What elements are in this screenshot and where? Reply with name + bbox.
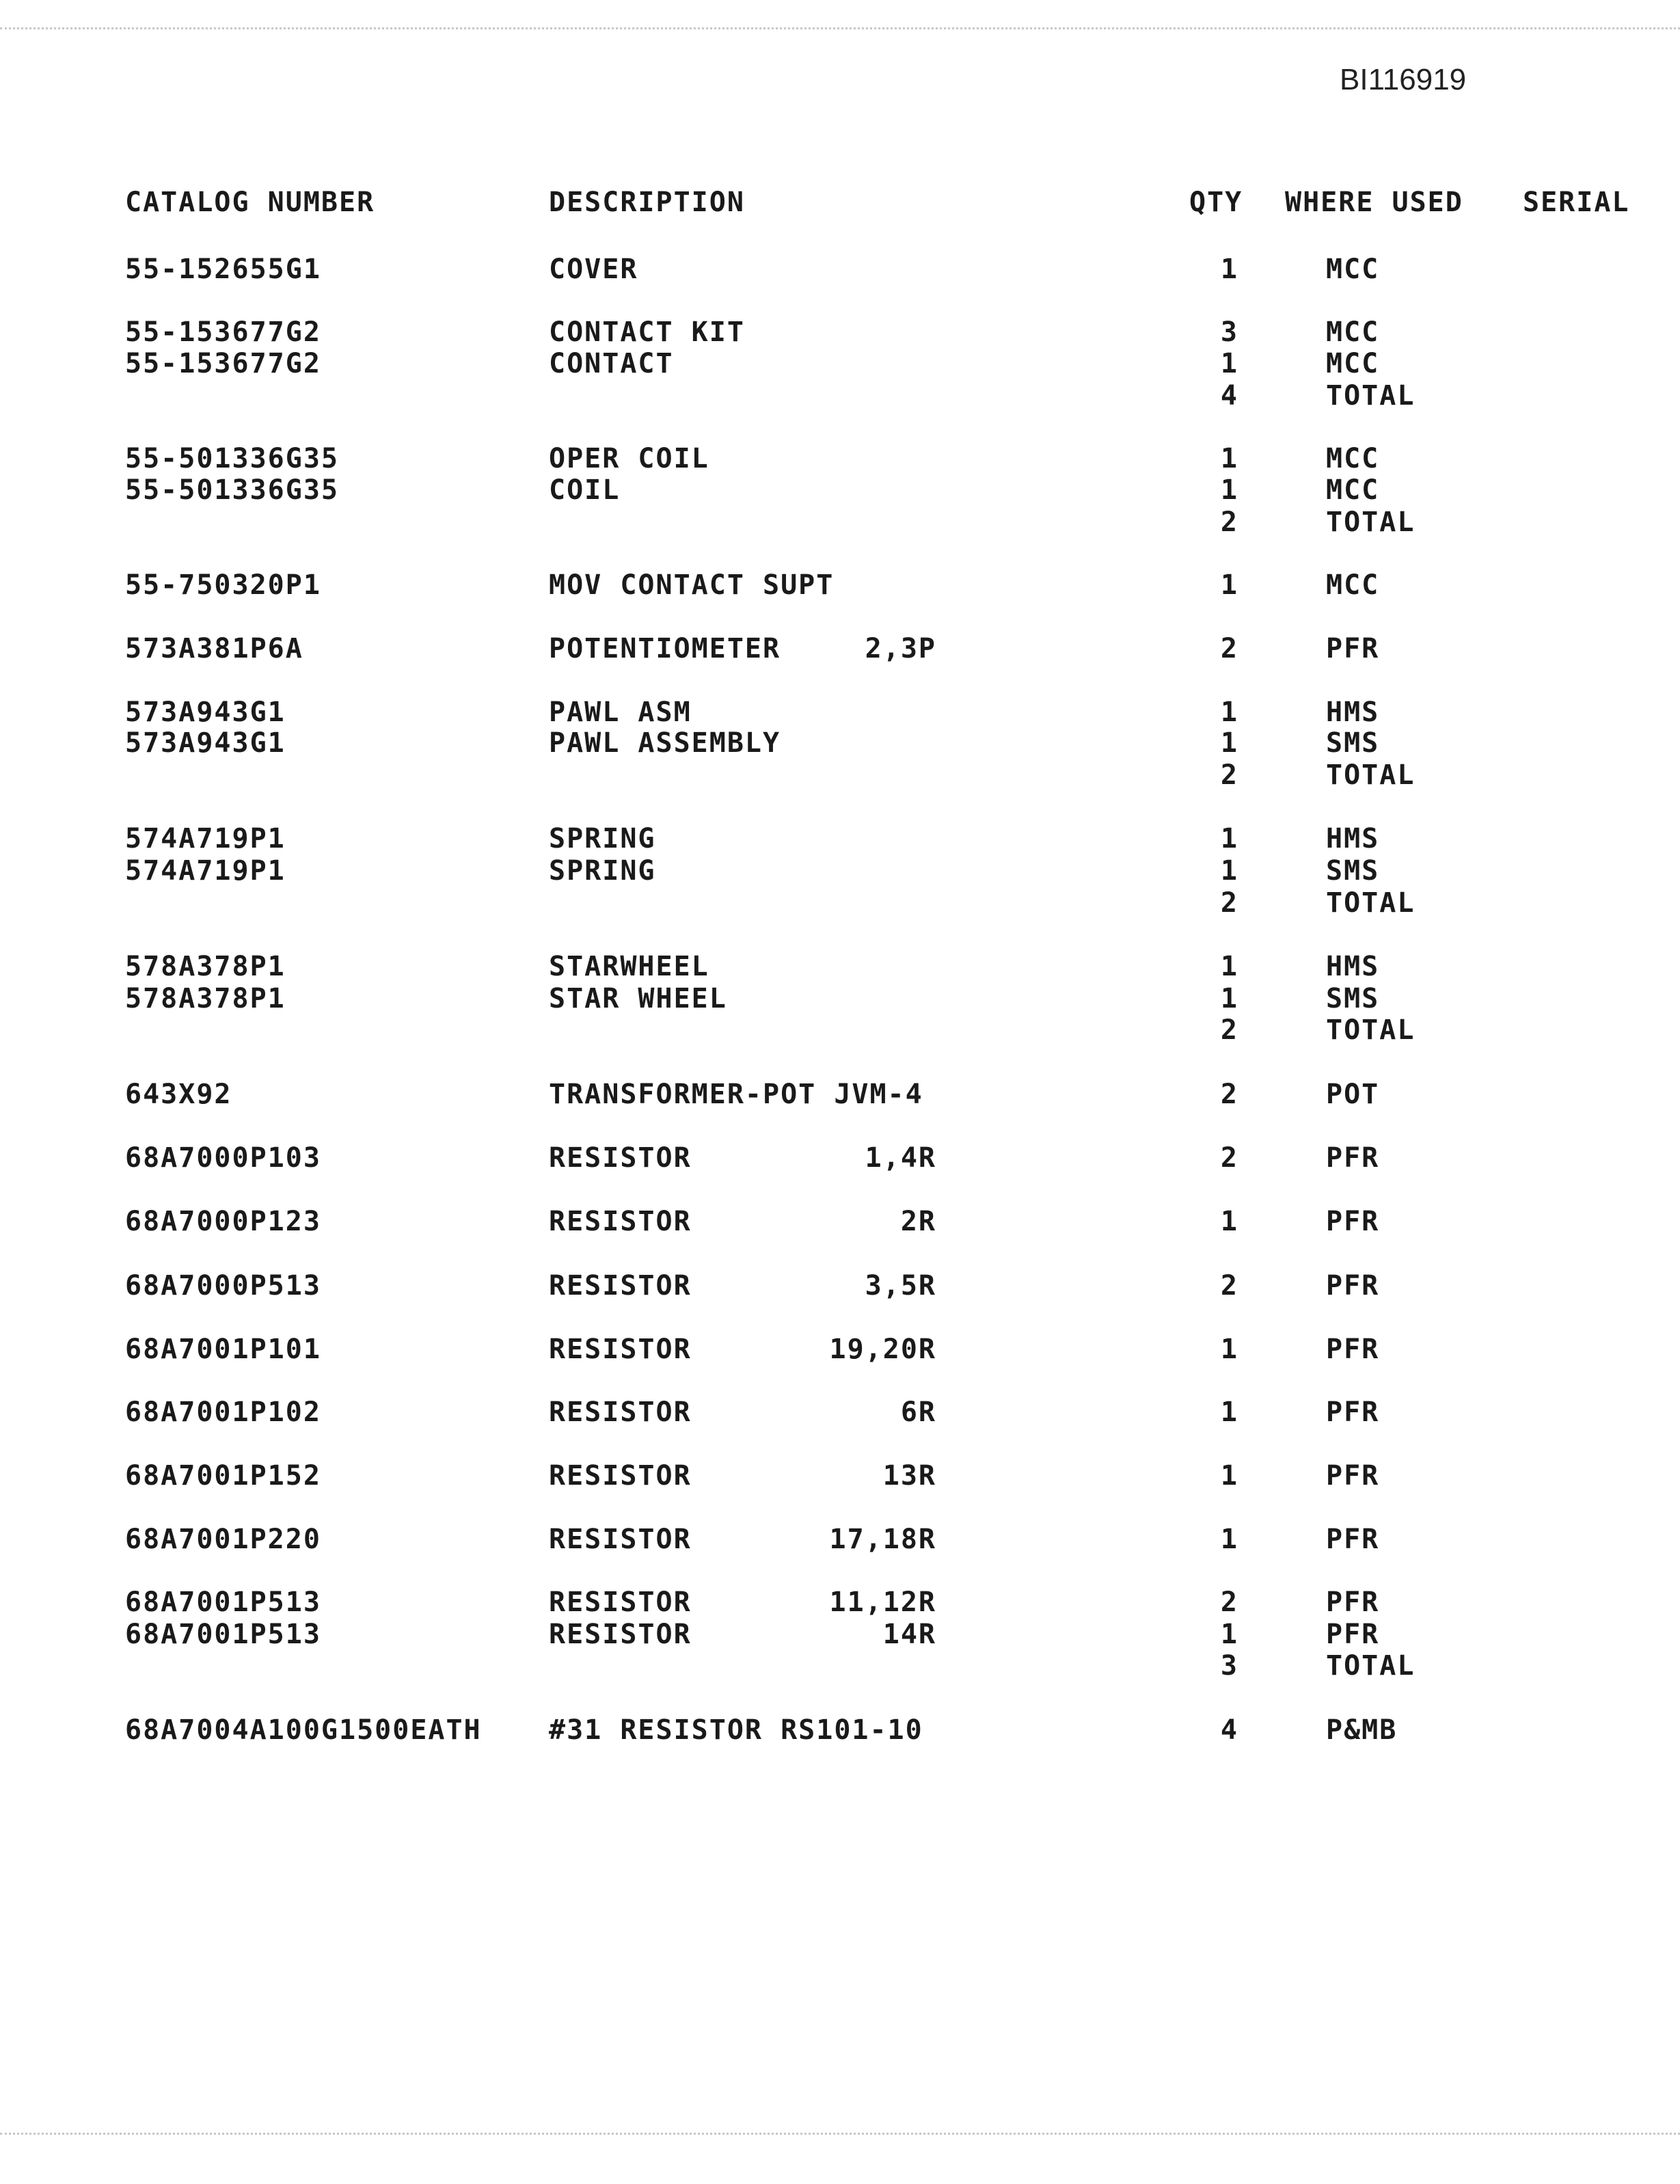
where-used: SMS	[1326, 727, 1380, 759]
rating-value: 3,5R	[865, 1270, 936, 1302]
quantity: 1	[1220, 727, 1238, 759]
catalog-number: 55-501336G35	[125, 443, 339, 474]
table-row	[0, 1269, 1680, 1302]
catalog-number: 55-152655G1	[125, 254, 321, 285]
catalog-number: 68A7000P123	[125, 1206, 321, 1237]
header-where-used: WHERE USED	[1285, 187, 1463, 218]
top-scan-noise	[0, 27, 1680, 33]
table-row	[0, 253, 1680, 286]
quantity: 1	[1220, 474, 1238, 506]
rating-value: 2R	[900, 1206, 936, 1237]
where-used: TOTAL	[1326, 507, 1415, 538]
quantity: 1	[1220, 855, 1238, 887]
table-row	[0, 759, 1680, 792]
table-row	[0, 822, 1680, 855]
quantity: 1	[1220, 1524, 1238, 1555]
catalog-number: 574A719P1	[125, 855, 286, 887]
quantity: 1	[1220, 1619, 1238, 1650]
table-row	[0, 1205, 1680, 1238]
catalog-number: 68A7001P513	[125, 1587, 321, 1618]
where-used: PFR	[1326, 1587, 1380, 1618]
where-used: MCC	[1326, 569, 1380, 601]
quantity: 2	[1220, 633, 1238, 664]
quantity: 1	[1220, 254, 1238, 285]
table-header	[0, 186, 1680, 219]
rating-value: 19,20R	[829, 1334, 936, 1365]
where-used: P&MB	[1326, 1714, 1398, 1746]
catalog-number: 55-750320P1	[125, 569, 321, 601]
table-row	[0, 1014, 1680, 1047]
table-row	[0, 506, 1680, 539]
table-row	[0, 569, 1680, 602]
table-row	[0, 442, 1680, 475]
rating-value: 11,12R	[829, 1587, 936, 1618]
description: CONTACT	[549, 348, 674, 379]
description: PAWL ASM	[549, 697, 692, 728]
table-row	[0, 1586, 1680, 1619]
header-qty: QTY	[1189, 187, 1243, 218]
catalog-number: 578A378P1	[125, 983, 286, 1014]
description: STAR WHEEL	[549, 983, 727, 1014]
quantity: 3	[1220, 316, 1238, 348]
where-used: TOTAL	[1326, 380, 1415, 412]
where-used: PFR	[1326, 1460, 1380, 1492]
catalog-number: 68A7001P220	[125, 1524, 321, 1555]
catalog-number: 68A7001P152	[125, 1460, 321, 1492]
description: COVER	[549, 254, 638, 285]
table-row	[0, 1714, 1680, 1747]
rating-value: 6R	[900, 1397, 936, 1428]
quantity: 1	[1220, 348, 1238, 379]
where-used: PFR	[1326, 1334, 1380, 1365]
table-row	[0, 696, 1680, 729]
quantity: 4	[1220, 1714, 1238, 1746]
description: RESISTOR	[549, 1619, 692, 1650]
catalog-number: 68A7001P102	[125, 1397, 321, 1428]
bottom-scan-noise	[0, 2133, 1680, 2139]
table-row	[0, 632, 1680, 665]
description: RESISTOR	[549, 1334, 692, 1365]
header-description: DESCRIPTION	[549, 187, 745, 218]
where-used: TOTAL	[1326, 759, 1415, 791]
where-used: PFR	[1326, 1206, 1380, 1237]
catalog-number: 643X92	[125, 1079, 232, 1110]
quantity: 1	[1220, 697, 1238, 728]
catalog-number: 578A378P1	[125, 951, 286, 982]
catalog-number: 574A719P1	[125, 823, 286, 854]
table-row	[0, 1459, 1680, 1492]
table-row	[0, 1142, 1680, 1174]
description: PAWL ASSEMBLY	[549, 727, 781, 759]
catalog-number: 55-153677G2	[125, 348, 321, 379]
table-row	[0, 347, 1680, 380]
quantity: 2	[1220, 1587, 1238, 1618]
where-used: PFR	[1326, 633, 1380, 664]
where-used: HMS	[1326, 951, 1380, 982]
catalog-number: 573A381P6A	[125, 633, 303, 664]
where-used: SMS	[1326, 855, 1380, 887]
where-used: MCC	[1326, 316, 1380, 348]
where-used: POT	[1326, 1079, 1380, 1110]
quantity: 3	[1220, 1650, 1238, 1682]
description: RESISTOR	[549, 1587, 692, 1618]
where-used: PFR	[1326, 1270, 1380, 1302]
where-used: MCC	[1326, 254, 1380, 285]
rating-value: 1,4R	[865, 1142, 936, 1174]
description: SPRING	[549, 823, 656, 854]
description: #31 RESISTOR RS101-10	[549, 1714, 923, 1746]
table-row	[0, 1649, 1680, 1682]
table-row	[0, 1396, 1680, 1429]
where-used: HMS	[1326, 823, 1380, 854]
description: CONTACT KIT	[549, 316, 745, 348]
description: RESISTOR	[549, 1460, 692, 1492]
table-row	[0, 727, 1680, 759]
where-used: MCC	[1326, 443, 1380, 474]
where-used: MCC	[1326, 474, 1380, 506]
quantity: 2	[1220, 1142, 1238, 1174]
quantity: 2	[1220, 1079, 1238, 1110]
where-used: PFR	[1326, 1524, 1380, 1555]
rating-value: 2,3P	[865, 633, 936, 664]
description: COIL	[549, 474, 621, 506]
catalog-number: 68A7000P513	[125, 1270, 321, 1302]
rating-value: 13R	[882, 1460, 936, 1492]
quantity: 1	[1220, 443, 1238, 474]
quantity: 1	[1220, 983, 1238, 1014]
where-used: TOTAL	[1326, 1014, 1415, 1046]
catalog-number: 68A7000P103	[125, 1142, 321, 1174]
where-used: PFR	[1326, 1619, 1380, 1650]
description: MOV CONTACT SUPT	[549, 569, 835, 601]
description: TRANSFORMER-POT JVM-4	[549, 1079, 923, 1110]
description: POTENTIOMETER	[549, 633, 781, 664]
where-used: PFR	[1326, 1142, 1380, 1174]
table-row	[0, 1523, 1680, 1556]
description: SPRING	[549, 855, 656, 887]
table-row	[0, 1078, 1680, 1111]
quantity: 2	[1220, 759, 1238, 791]
where-used: SMS	[1326, 983, 1380, 1014]
header-catalog-number: CATALOG NUMBER	[125, 187, 375, 218]
table-row	[0, 379, 1680, 412]
description: RESISTOR	[549, 1397, 692, 1428]
description: RESISTOR	[549, 1142, 692, 1174]
where-used: TOTAL	[1326, 887, 1415, 919]
catalog-number: 573A943G1	[125, 727, 286, 759]
description: RESISTOR	[549, 1206, 692, 1237]
where-used: HMS	[1326, 697, 1380, 728]
table-row	[0, 1333, 1680, 1366]
quantity: 1	[1220, 951, 1238, 982]
quantity: 1	[1220, 1397, 1238, 1428]
catalog-number: 55-153677G2	[125, 316, 321, 348]
description: STARWHEEL	[549, 951, 709, 982]
quantity: 2	[1220, 507, 1238, 538]
quantity: 4	[1220, 380, 1238, 412]
quantity: 2	[1220, 1014, 1238, 1046]
description: RESISTOR	[549, 1270, 692, 1302]
quantity: 1	[1220, 569, 1238, 601]
quantity: 1	[1220, 1334, 1238, 1365]
rating-value: 14R	[882, 1619, 936, 1650]
table-row	[0, 887, 1680, 919]
description: RESISTOR	[549, 1524, 692, 1555]
description: OPER COIL	[549, 443, 709, 474]
quantity: 2	[1220, 1270, 1238, 1302]
table-row	[0, 982, 1680, 1015]
header-serial: SERIAL	[1523, 187, 1630, 218]
document-id: BI116919	[1340, 63, 1467, 96]
catalog-number: 55-501336G35	[125, 474, 339, 506]
quantity: 2	[1220, 887, 1238, 919]
table-row	[0, 316, 1680, 349]
table-row	[0, 950, 1680, 983]
where-used: MCC	[1326, 348, 1380, 379]
catalog-number: 68A7001P513	[125, 1619, 321, 1650]
catalog-number: 68A7004A100G1500EATH	[125, 1714, 482, 1746]
rating-value: 17,18R	[829, 1524, 936, 1555]
table-row	[0, 1618, 1680, 1651]
quantity: 1	[1220, 1460, 1238, 1492]
quantity: 1	[1220, 1206, 1238, 1237]
where-used: TOTAL	[1326, 1650, 1415, 1682]
where-used: PFR	[1326, 1397, 1380, 1428]
table-row	[0, 854, 1680, 887]
table-row	[0, 474, 1680, 507]
catalog-number: 573A943G1	[125, 697, 286, 728]
catalog-number: 68A7001P101	[125, 1334, 321, 1365]
quantity: 1	[1220, 823, 1238, 854]
